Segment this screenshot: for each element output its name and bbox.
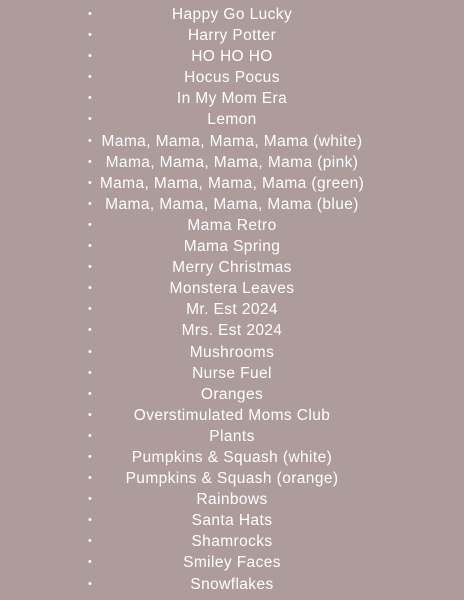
bullet-icon: • (88, 324, 93, 337)
list-item (0, 278, 464, 299)
list-item (0, 257, 464, 278)
list-item (0, 173, 464, 194)
list-item (0, 67, 464, 88)
bullet-icon: • (88, 92, 93, 105)
list-item (0, 510, 464, 531)
list-item-label: Hocus Pocus (184, 69, 280, 87)
bullet-icon: • (88, 113, 93, 126)
list-item (0, 363, 464, 384)
list-item-label: Mama, Mama, Mama, Mama (green) (99, 174, 365, 192)
bullet-icon: • (88, 8, 93, 20)
list-item-label: Mr. Est 2024 (186, 301, 278, 319)
list-item-label: Mama, Mama, Mama, Mama (pink) (105, 153, 359, 171)
list-item (0, 152, 464, 173)
bullet-icon: • (88, 134, 93, 147)
list-item-label: Santa Hats (191, 512, 273, 530)
list-item (0, 320, 464, 341)
list-item (0, 215, 464, 236)
list-item (0, 236, 464, 257)
list-item-label: Mushrooms (189, 343, 275, 361)
list-item-label: Happy Go Lucky (171, 6, 293, 23)
list-item-label: HO HO HO (191, 48, 273, 66)
list-item (0, 299, 464, 320)
bullet-icon: • (88, 345, 93, 358)
list-item (0, 131, 464, 152)
list-item-label: Merry Christmas (172, 259, 292, 277)
list-item-label: Pumpkins & Squash (white) (131, 448, 333, 466)
list-item (0, 25, 464, 46)
list-item (0, 4, 464, 25)
bullet-icon: • (88, 261, 93, 274)
list-item (0, 194, 464, 215)
list-item-label: Snowflakes (190, 575, 274, 593)
list-item-label: Overstimulated Moms Club (133, 406, 331, 424)
bullet-icon: • (88, 71, 93, 84)
bullet-icon: • (88, 514, 93, 527)
list-item-label: In My Mom Era (176, 90, 288, 108)
list-item (0, 468, 464, 489)
list-item-label: Mama, Mama, Mama, Mama (blue) (105, 195, 359, 213)
list-item-label: Shamrocks (191, 533, 273, 551)
list-item-label: Oranges (200, 385, 264, 403)
list-item-label: Mama Retro (187, 216, 277, 234)
list-item-label: Mama, Mama, Mama, Mama (white) (101, 132, 363, 150)
bullet-icon: • (88, 176, 93, 189)
bullet-icon: • (88, 429, 93, 442)
list-item-label: Mama Spring (183, 238, 281, 256)
list-item (0, 447, 464, 468)
list-item (0, 384, 464, 405)
list-item-label: Mrs. Est 2024 (181, 322, 283, 340)
list-item (0, 531, 464, 552)
bullet-icon: • (88, 556, 93, 569)
bullet-icon: • (88, 197, 93, 210)
list-item-label: Plants (209, 427, 255, 445)
list-item-label: Monstera Leaves (169, 280, 295, 298)
list-item-label: Harry Potter (187, 27, 277, 45)
list-item (0, 405, 464, 426)
bullet-icon: • (88, 240, 93, 253)
bullet-icon: • (88, 450, 93, 463)
bullet-icon: • (88, 29, 93, 42)
list-item-label: Rainbows (196, 491, 268, 509)
list-item (0, 426, 464, 447)
bullet-icon: • (88, 577, 93, 590)
bullet-icon: • (88, 472, 93, 485)
list-item (0, 489, 464, 510)
bullet-icon: • (88, 155, 93, 168)
list-item (0, 109, 464, 130)
bullet-icon: • (88, 218, 93, 231)
bullet-icon: • (88, 282, 93, 295)
list-item-label: Pumpkins & Squash (orange) (125, 470, 339, 488)
list-item (0, 574, 464, 595)
bullet-icon: • (88, 493, 93, 506)
list-item (0, 342, 464, 363)
bullet-icon: • (88, 366, 93, 379)
bullet-icon: • (88, 50, 93, 63)
list-item (0, 46, 464, 67)
list-item-label: Nurse Fuel (192, 364, 272, 382)
list-item (0, 88, 464, 109)
bullet-icon: • (88, 387, 93, 400)
bullet-icon: • (88, 303, 93, 316)
list-item-label: Smiley Faces (183, 554, 281, 572)
list-item-label: Lemon (207, 111, 257, 129)
list-item (0, 552, 464, 573)
bullet-icon: • (88, 535, 93, 548)
bullet-icon: • (88, 408, 93, 421)
